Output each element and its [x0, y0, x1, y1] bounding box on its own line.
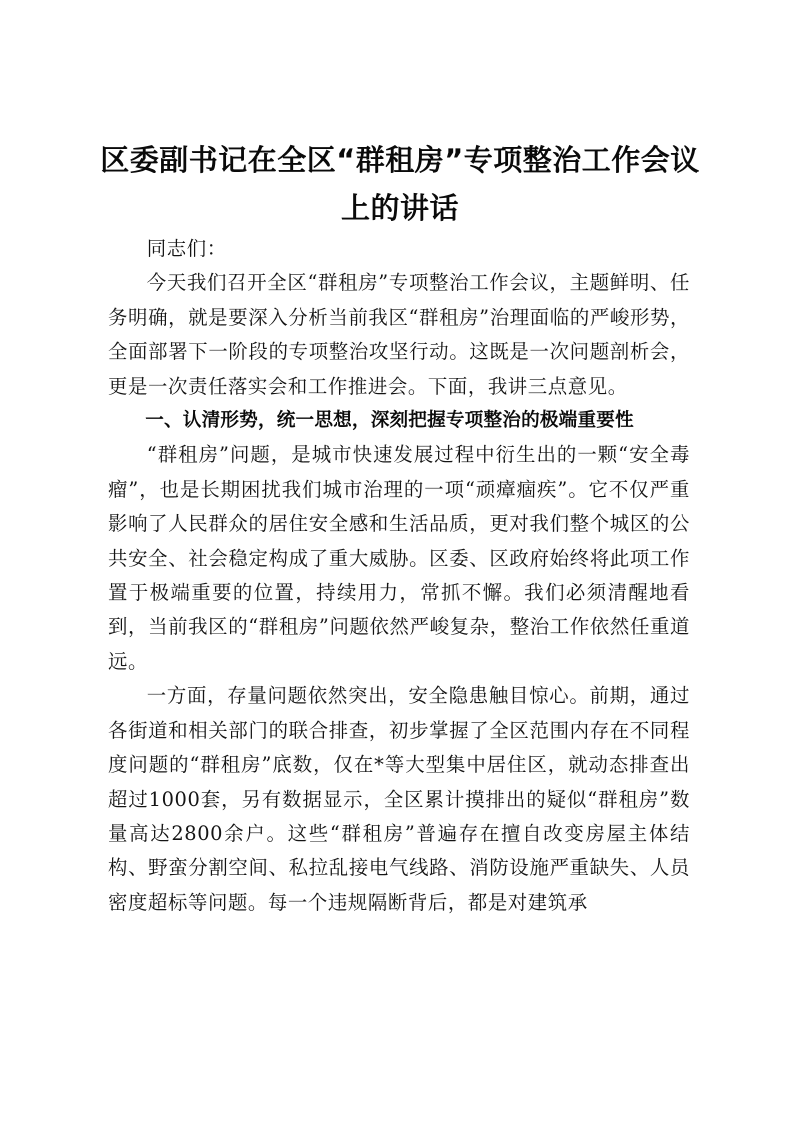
intro-paragraph: 今天我们召开全区“群租房”专项整治工作会议，主题鲜明、任务明确，就是要深入分析当前我区“群租房”治理面临的严峻形势，全面部署下一阶段的专项整治攻坚行动。这既是一次问题剖析会，更是一次责任落实会和工作推进会。下面，我讲三点意见。 [108, 271, 690, 398]
section-1-paragraph-1: “群租房”问题，是城市快速发展过程中衍生出的一颗“安全毒瘤”，也是长期困扰我们城市治理的一项“顽瘴痼疾”。它不仅严重影响了人民群众的居住安全感和生活品质，更对我们整个城区的公共安全、社会稳定构成了重大威胁。区委、区政府始终将此项工作置于极端重要的位置，持续用力，常抓不懈。我们必须清醒地看到，当前我区的“群租房”问题依然严峻复杂，整治工作依然任重道远。 [108, 443, 690, 673]
document-body [108, 232, 690, 920]
section-1-paragraph-2: 一方面，存量问题依然突出，安全隐患触目惊心。前期，通过各街道和相关部门的联合排查，初步掌握了全区范围内存在不同程度问题的“群租房”底数，仅在*等大型集中居住区，就动态排查出超过1000套，另有数据显示，全区累计摸排出的疑似“群租房”数量高达2800余户。这些“群租房”普遍存在擅自改变房屋主体结构、野蛮分割空间、私拉乱接电气线路、消防设施严重缺失、人员密度超标等问题。每一个违规隔断背后，都是对建筑承 [108, 684, 690, 914]
section-1-heading: 一、认清形势，统一思想，深刻把握专项整治的极端重要性 [145, 410, 634, 432]
document-title: 区委副书记在全区“群租房”专项整治工作会议上的讲话 [100, 143, 700, 225]
salutation: 同志们： [146, 237, 227, 260]
